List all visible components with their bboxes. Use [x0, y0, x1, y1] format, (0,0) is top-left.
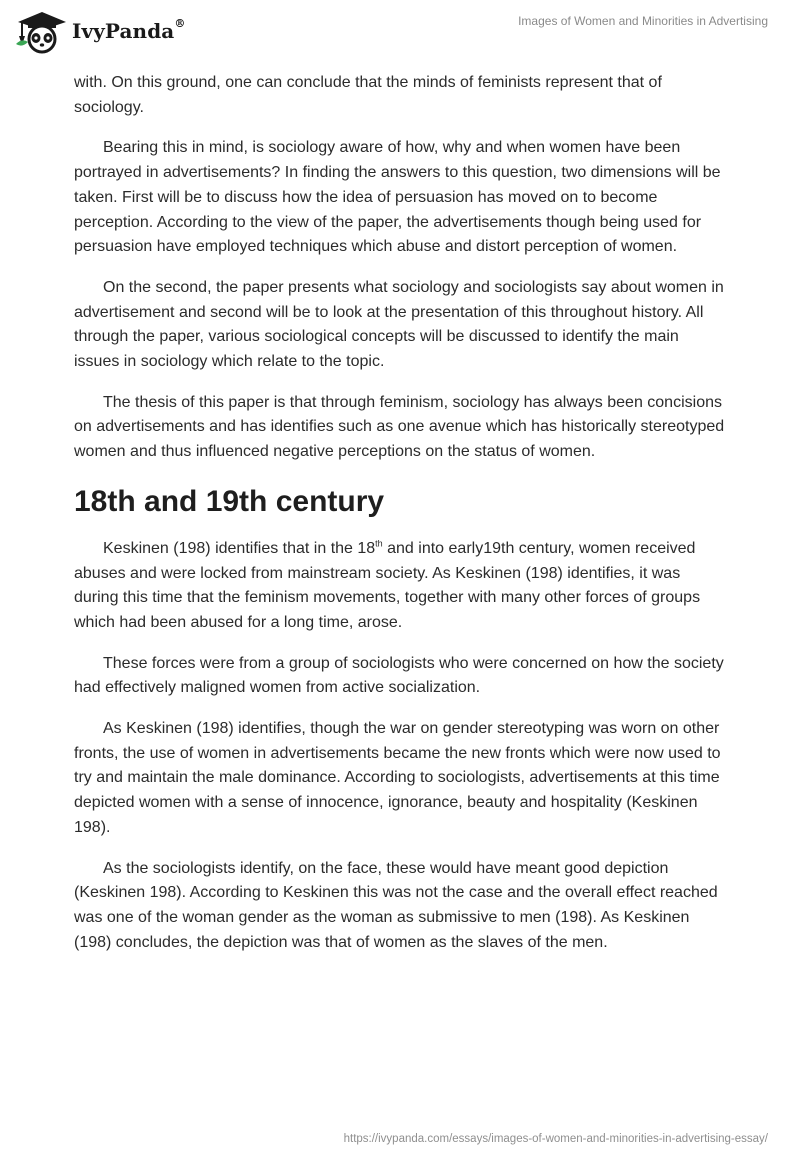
- paragraph-6: These forces were from a group of sociologists who were concerned on how the society had effectively maligned women from active socialization.: [74, 654, 724, 697]
- section-heading: 18th and 19th century: [74, 484, 385, 518]
- paragraph-5: Keskinen (198) identifies that in the 18th and into early19th century, women received abuses and were locked from mainstream society. As Keskinen (198) identifies, it was during this time that the feminism movements, together with many other forces of groups which had been abused for a long time, arose.: [74, 538, 701, 631]
- ivypanda-logo[interactable]: [14, 8, 185, 54]
- paragraph-8: As the sociologists identify, on the face, these would have meant good depiction (Keskinen 198). According to Keskinen this was not the case and the overall effect reached was one of the woman gender as the woman as submissive to men (198). As Keskinen (198) concludes, the depiction was that of women as the slaves of the men.: [74, 859, 718, 951]
- paragraph-3: On the second, the paper presents what sociology and sociologists say about women in advertisement and second will be to look at the presentation of this throughout history. All through the paper, various sociological concepts will be discussed to identify the main issues in sociology which relate to the topic.: [74, 278, 724, 371]
- page-header: [0, 0, 800, 70]
- paragraph-4: The thesis of this paper is that through feminism, sociology has always been concisions on advertisements and has identifies such as one avenue which has historically stereotyped women and thus influenced negative perceptions on the status of women.: [74, 393, 725, 461]
- paragraph-2: Bearing this in mind, is sociology aware of how, why and when women have been portrayed in advertisements? In finding the answers to this question, two dimensions will be taken. First will be to discuss how the idea of persuasion has moved on to become perception. According to the view of the paper, the advertisements though being used for persuasion have employed techniques which abuse and distort perception of women.: [74, 139, 721, 256]
- source-url[interactable]: https://ivypanda.com/essays/images-of-women-and-minorities-in-advertising-essay/: [343, 1133, 768, 1145]
- logo-wordmark: IvyPanda®: [72, 17, 186, 43]
- document-title: Images of Women and Minorities in Advertising: [518, 14, 768, 28]
- panda-graduate-icon: [14, 8, 66, 54]
- essay-body: [74, 71, 726, 971]
- paragraph-7: As Keskinen (198) identifies, though the war on gender stereotyping was worn on other fronts, the use of women in advertisements became the new fronts which were now used to try and maintain the male dominance. According to sociologists, advertisements at this time depicted women with a sense of innocence, ignorance, beauty and hospitality (Keskinen 198).: [74, 720, 721, 836]
- paragraph-1: with. On this ground, one can conclude that the minds of feminists represent that of sociology.: [74, 74, 662, 116]
